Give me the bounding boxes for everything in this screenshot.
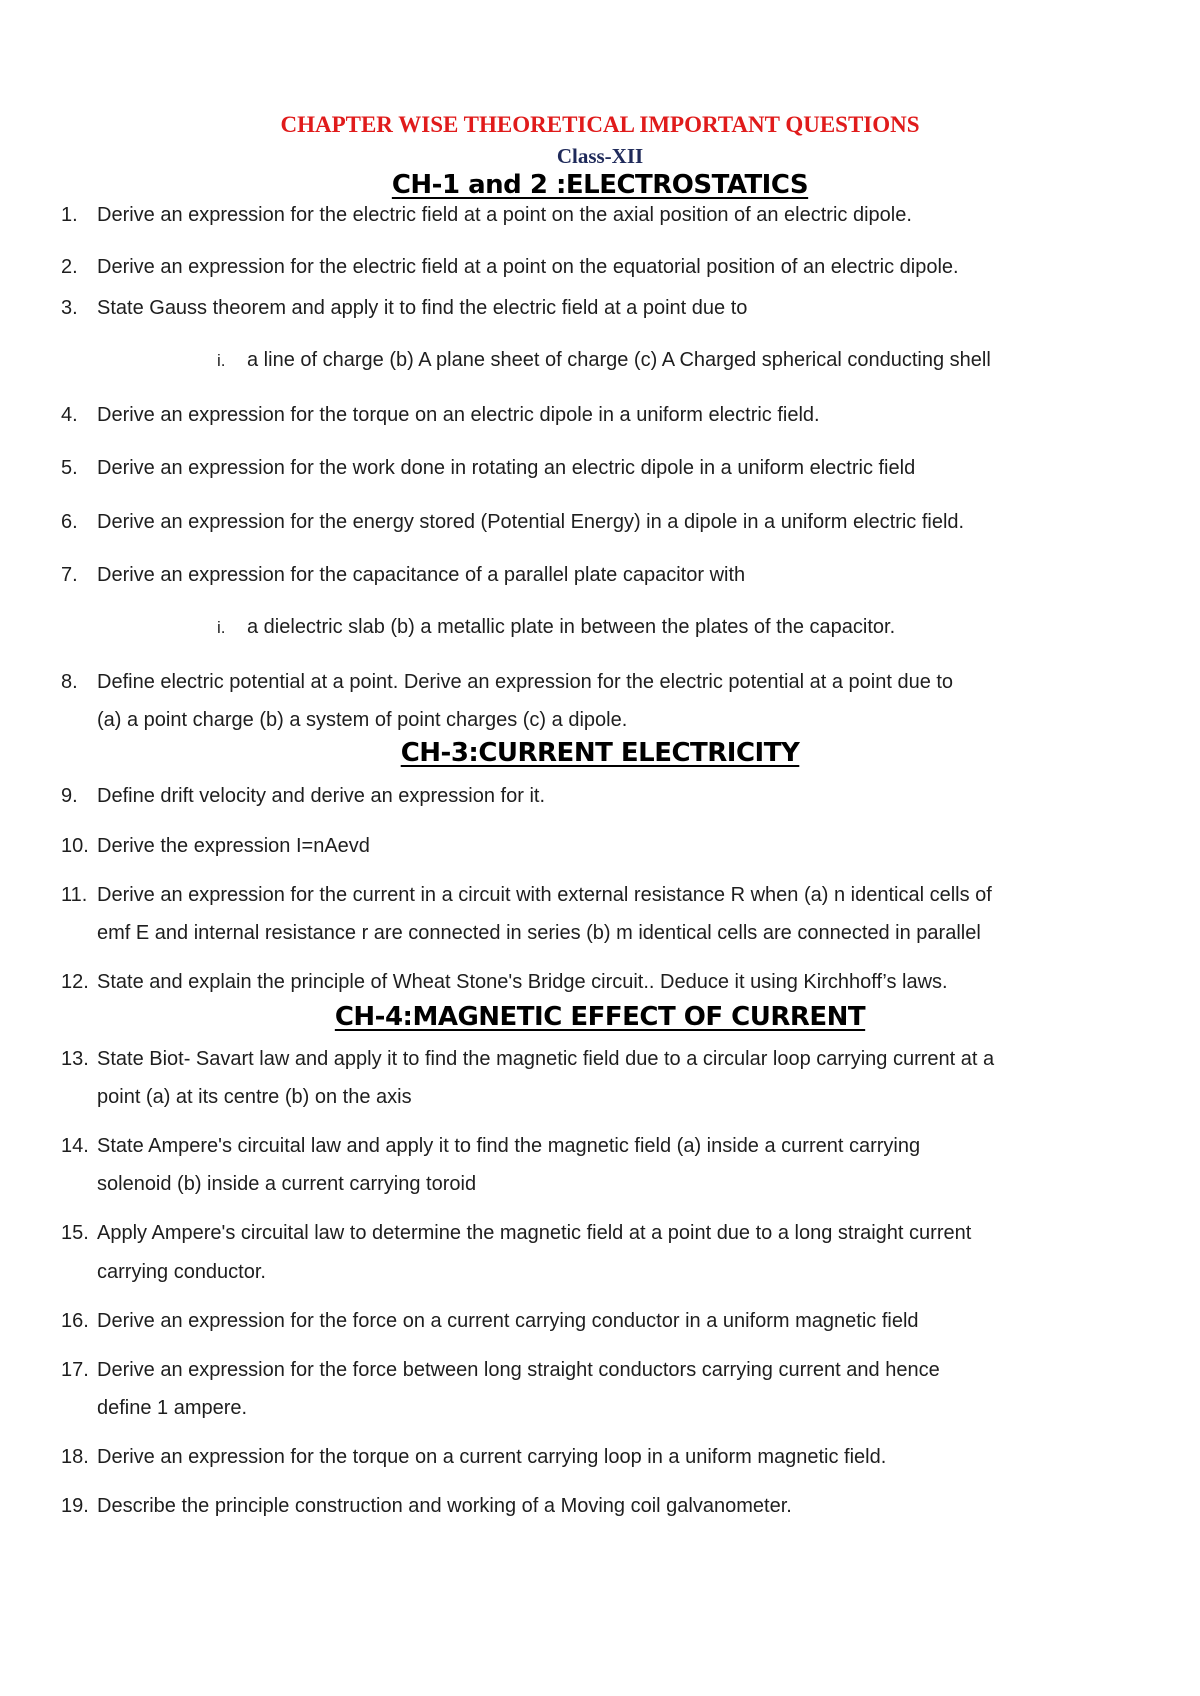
class-label: Class-XII [556,144,644,168]
chapter-heading-current-electricity: CH-3:CURRENT ELECTRICITY [400,738,800,768]
chapter-heading-electrostatics: CH-1 and 2 :ELECTROSTATICS [391,170,809,200]
document-title: CHAPTER WISE THEORETICAL IMPORTANT QUESTIONS [280,112,920,137]
chapter-heading-magnetic-effect: CH-4:MAGNETIC EFFECT OF CURRENT [334,1002,866,1032]
